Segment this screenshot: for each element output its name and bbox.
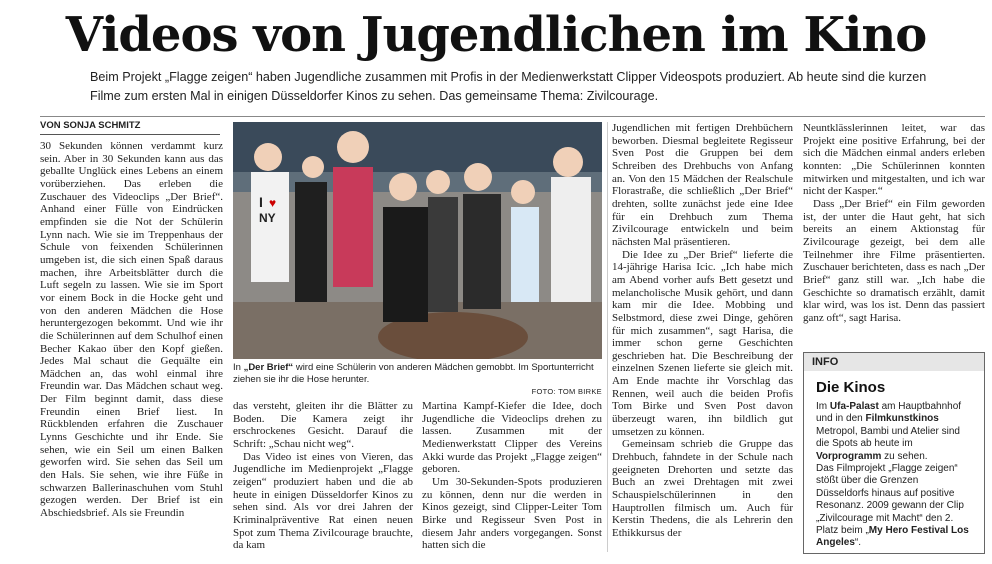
column-2	[233, 400, 413, 552]
column-4	[612, 122, 793, 552]
headline: Videos von Jugendlichen im Kino	[65, 7, 927, 63]
caption-text: wird eine Schülerin von anderen Mädchen gemobbt. Im Sportunterricht ziehen sie ihr die Hose herunter.	[233, 362, 594, 385]
paragraph: Das Video ist eines von Vieren, das Jugendliche im Medienprojekt „Flagge zeigen“ produziert haben und die ab heute in einigen Düsseldorfer Kinos zu sehen sind. Als vor drei Jahren der Kriminalpräventive Rat einen neuen Spot zum Thema Zivilcourage brauchte, da kam	[233, 450, 413, 552]
info-text	[816, 401, 972, 550]
byline: VON SONJA SCHMITZ	[40, 120, 141, 131]
shirt-text: NY	[259, 211, 276, 225]
caption-title: „Der Brief“	[243, 362, 294, 373]
header-rule	[40, 116, 985, 117]
shirt-text: I	[259, 194, 263, 210]
paragraph: Gemeinsam schrieb die Gruppe das Drehbuch, fahndete in der Schule nach geeigneten Drehorten und setzte das Buch an zwei Drehtagen mit zwei Schauspielschülerinnen in den Hauptrollen filmisch um. Auch für Kerstin Thedens, die als Lehrerin den Ethikkursus der	[612, 438, 793, 539]
photo-caption	[233, 362, 602, 398]
column-5	[803, 122, 985, 354]
svg-text:♥: ♥	[269, 196, 277, 210]
column-separator	[607, 122, 608, 552]
info-paragraph: Im Ufa-Palast am Hauptbahnhof und in den Filmkunstkinos Metropol, Bambi und Atelier sind die Spots ab heute im Vorprogramm zu sehen.	[816, 401, 962, 462]
paragraph: Jugendlichen mit fertigen Drehbüchern beworben. Diesmal begleitete Regisseur Sven Post die Gruppen bei dem Schreiben des Drehbuchs von Anfang an. Von den 15 Mädchen der Realschule Florastraße, die schließlich „Der Brief“ drehten, sollte zunächst jede eine Idee für ein Drehbuch zum Thema Zivilcourage entwickeln und beim nächsten Mal präsentieren.	[612, 122, 793, 248]
paragraph: das versteht, gleiten ihr die Blätter zu Boden. Die Kamera zeigt ihr erschrockenes Gesicht. Darauf die Schrift: „Schau nicht weg“.	[233, 400, 413, 450]
paragraph: Um 30-Sekunden-Spots produzieren zu können, denn nur die werden in Kinos gezeigt, sind Clipper-Leiter Tom Birke und Regisseur Sven Post in diesem Jahr anders vorgegangen. Sonst hatten sich die	[422, 475, 602, 552]
info-box	[803, 352, 985, 554]
paragraph: Martina Kampf-Kiefer die Idee, doch Jugendliche die Videoclips drehen zu lassen. Zusammen mit der Medienwerkstatt Clipper des Vereins Akki wurde das Projekt „Flagge zeigen“ geboren.	[422, 400, 602, 476]
article-photo	[233, 122, 602, 359]
byline-rule	[40, 134, 220, 135]
paragraph: Neuntklässlerinnen leitet, war das Projekt eine positive Erfahrung, bei der sich die Mädchen einmal anders erleben konnten: „Die Schülerinnen konnten mitwirken und mitgestalten, und ich war nicht der Kasper.“	[803, 122, 985, 198]
group-photo-icon	[233, 122, 602, 359]
deck: Beim Projekt „Flagge zeigen“ haben Jugendliche zusammen mit Profis in der Medienwerkstatt Clipper Videospots produziert. Ab heute sind die kurzen Filme zum ersten Mal in einigen Düsseldorfer Kinos zu sehen. Das gemeinsame Thema: Zivilcourage.	[90, 70, 927, 103]
paragraph: 30 Sekunden können verdammt kurz sein. Aber in 30 Sekunden kann aus das geballte Unglück eines Lebens an einem vorüberziehen. Das erleben die Zuschauer des Videoclips „Der Brief“. Anhand einer Fülle von Eindrücken empfinden sie die Not der Schülerin Lynn nach. Wie sie im Treppenhaus der Schule von feixenden Schülerinnen umgeben ist, die sich einen Spaß daraus machen, ihre Arbeitsblätter durch die Luft segeln zu lassen. Wie sie im Sport vor einem Bock in die Hocke geht und von den anderen Mädchen die Hose heruntergezogen bekommt. Und wie ihr die Schülerinnen auf dem Schulhof einen Becher Kakao über den Kopf gießen. Jedes Mal schaut die Gequälte ein Mädchen an, das wohl einmal ihre Freundin war. Das Mädchen schaut weg. Der Film beginnt damit, dass diese Freundin einen Brief liest. In Rückblenden erfahren die Zuschauer Lynns Geschichte und ihr Ende. Sie sehen, wie ein Seil um einen Balken geworfen wird. Sie sehen das Seil um den Hals. Sie sehen, wie ihre Füße in schwarzen Ballerinaschuhen vom Stuhl gezogen werden. Der Brief ist ein Abschiedsbrief. Als sie Freundin	[40, 140, 223, 520]
column-3	[422, 400, 602, 552]
info-title: Die Kinos	[816, 379, 886, 396]
info-paragraph: Das Filmprojekt „Flagge zeigen“ stößt über die Grenzen Düsseldorfs hinaus auf positive Resonanz. 2009 gewann der Clip „Zivilcourage mit Macht“ den 2. Platz beim „My Hero Festival Los Angeles“.	[816, 463, 969, 549]
caption-prefix: In	[233, 362, 244, 373]
paragraph: Die Idee zu „Der Brief“ lieferte die 14-jährige Harisa Icic. „Ich habe mich am Abend vorher aufs Bett gesetzt und melancholische Musik gehört, und dann kam mir die Idee. Mobbing und Selbstmord, diese zwei Dinge, gehören für mich zusammen“, sagt Harisa, die immer schon gerne Geschichten geschrieben hat. Die Beschreibung der einzelnen Szenen lieferte sie gleich mit. Am Ende machte ihr Vorschlag das Rennen, weil auch die beiden Profis Tom Birke und Sven Post davon überzeugt waren, ihn bildlich gut umsetzen zu können.	[612, 248, 793, 438]
photo-credit: FOTO: TOM BIRKE	[531, 387, 602, 396]
paragraph: Dass „Der Brief“ ein Film geworden ist, der unter die Haut geht, hat sich bereits an einem Aktionstag für Zivilcourage gezeigt, bei dem alle Teilnehmer ihre Filme präsentierten. Zuschauer berichteten, dass es nach „Der Brief“ ganz still war. „Ich habe die Geschichte so dramatisch erzählt, damit klar wird, was los ist. Denn das passiert ganz oft“, sagt Harisa.	[803, 197, 985, 324]
info-tag: INFO	[804, 353, 984, 371]
column-1	[40, 140, 223, 552]
